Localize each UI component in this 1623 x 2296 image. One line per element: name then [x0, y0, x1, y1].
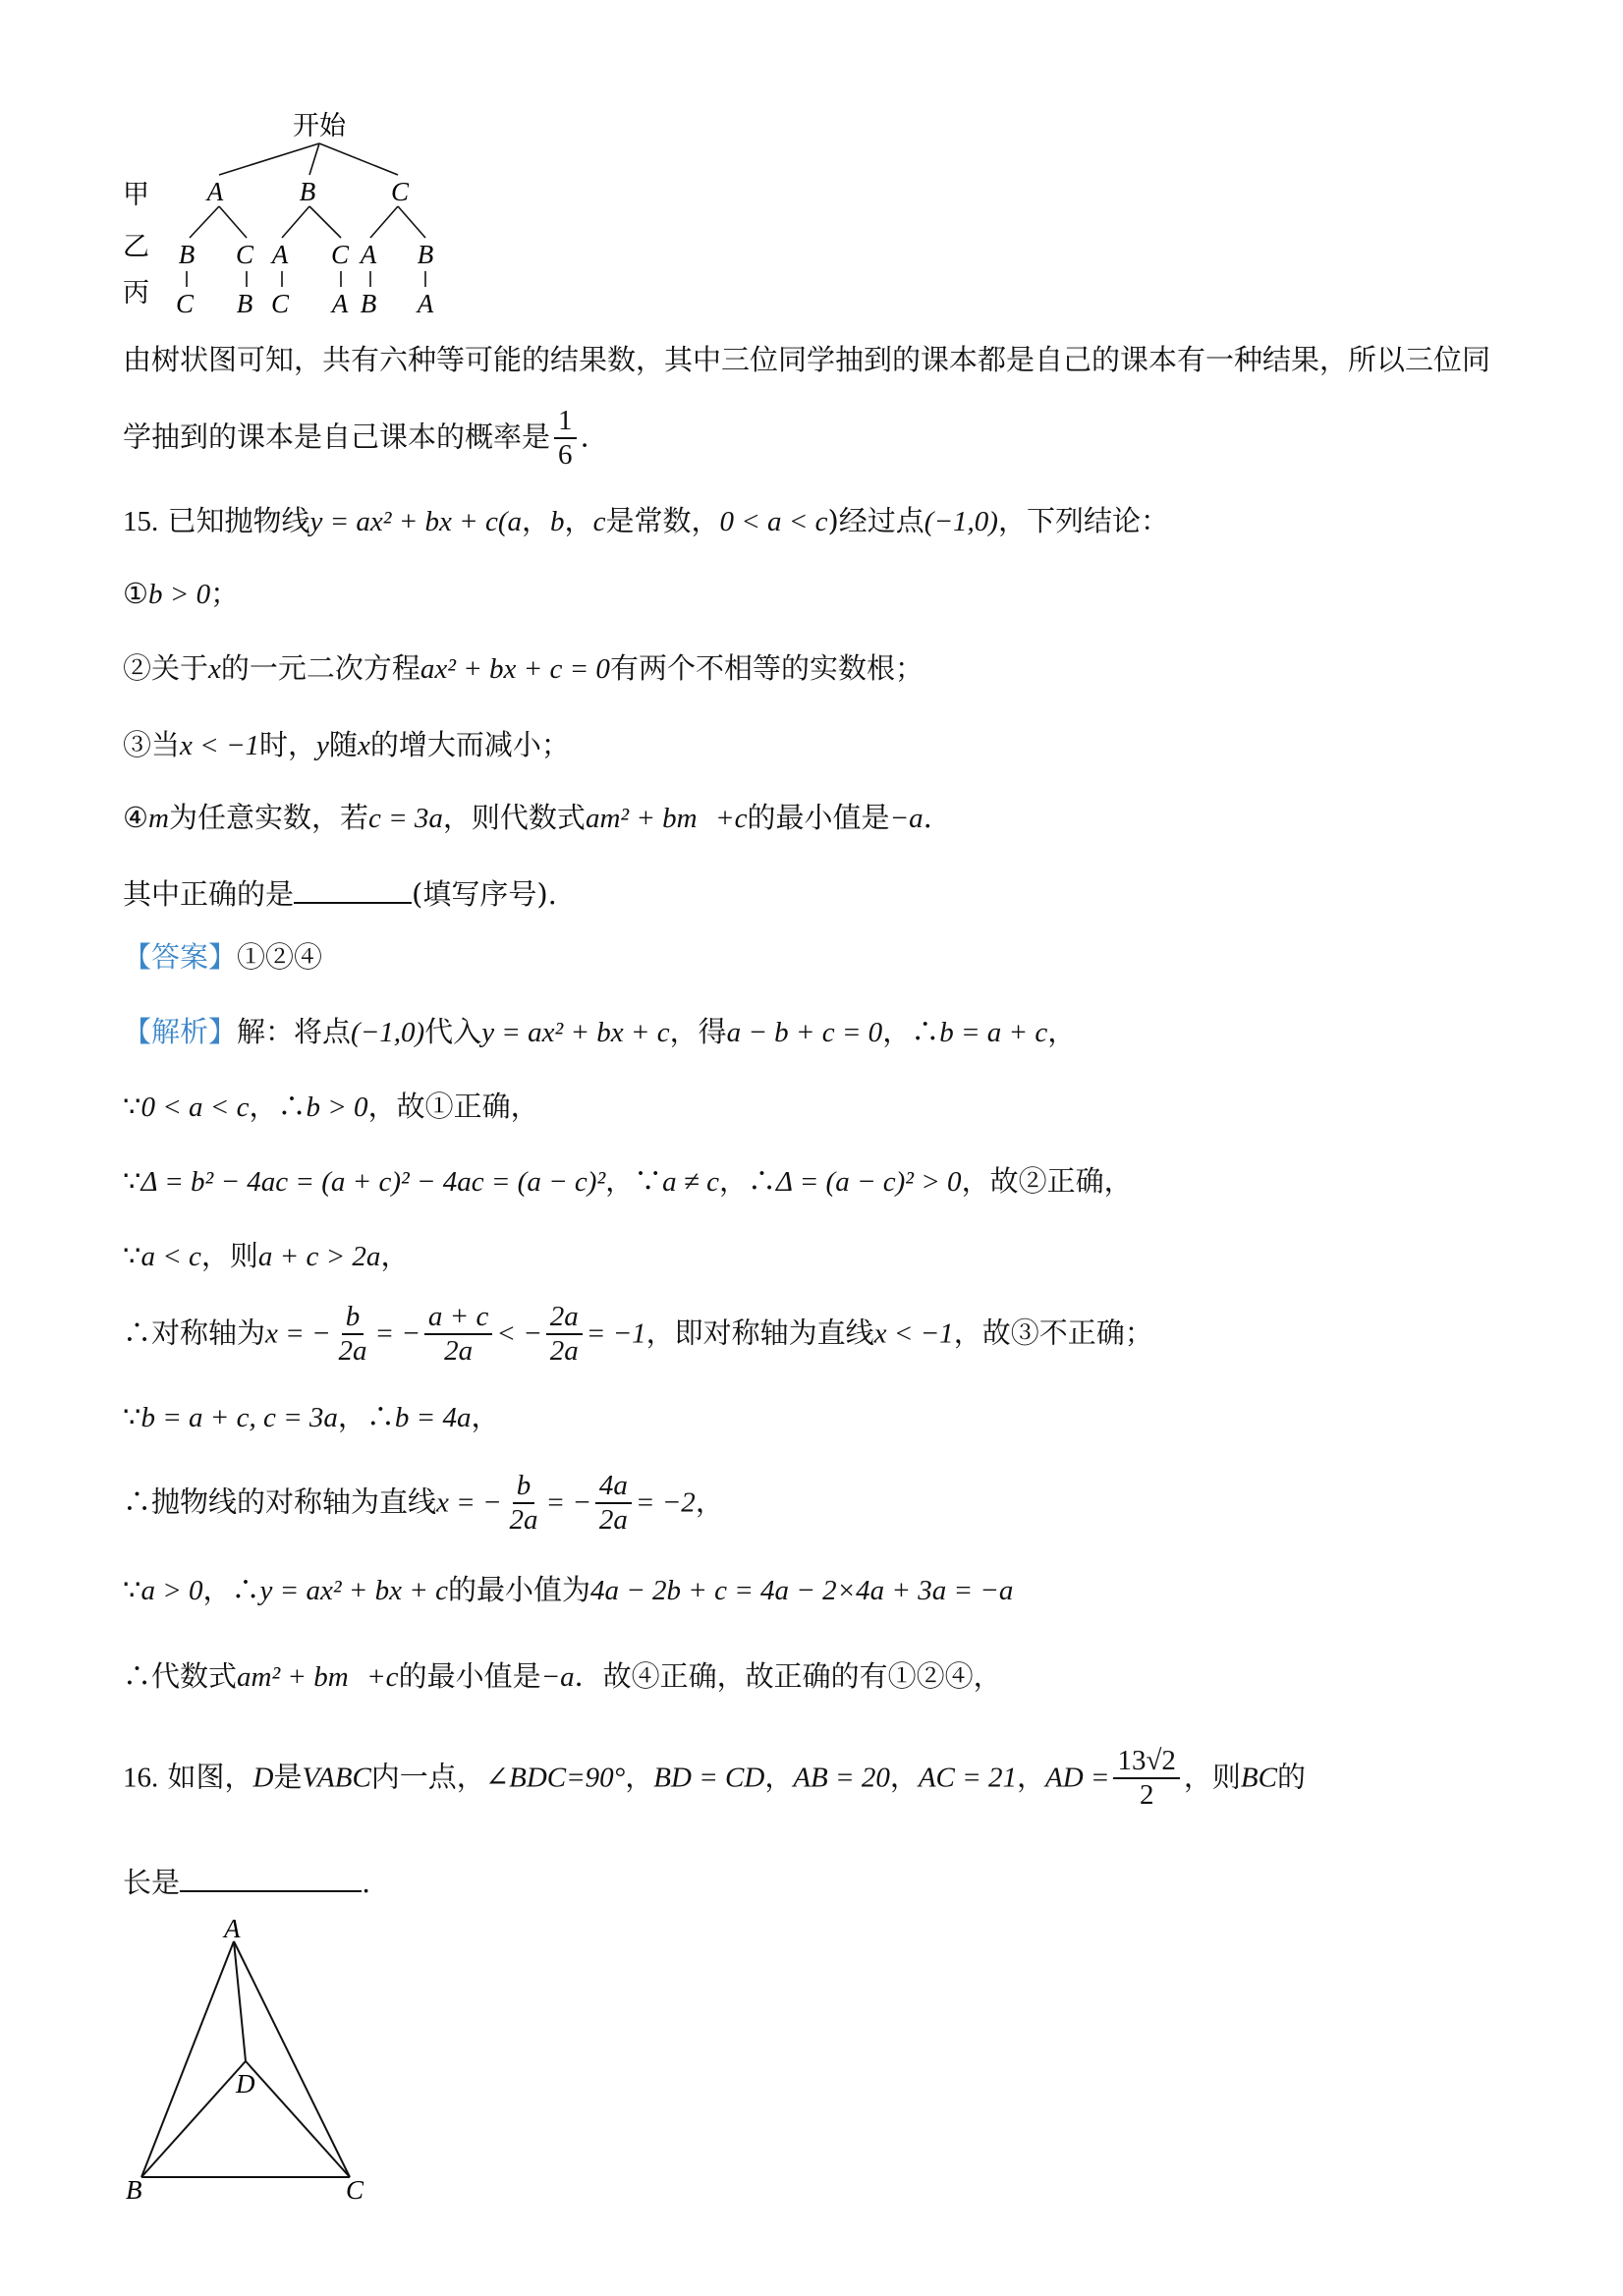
text: ，∴ — [718, 1164, 776, 1198]
text: ，即对称轴为直线 — [645, 1316, 874, 1350]
row-label-bing: 丙 — [123, 278, 149, 308]
question-number: 15. — [123, 506, 159, 537]
equation: a + c > 2a — [257, 1241, 381, 1272]
analysis-line-3 — [123, 1161, 1133, 1202]
text: ，故③不正确； — [953, 1316, 1153, 1350]
fraction — [1113, 1745, 1179, 1813]
tree-node: C — [330, 240, 350, 269]
text: ， — [764, 1760, 794, 1794]
text: ∵ — [123, 1164, 141, 1198]
equation: BD = CD — [653, 1762, 765, 1794]
condition: c = 3a — [367, 803, 443, 834]
equation: = − — [374, 1317, 420, 1350]
text: ， — [1047, 1015, 1077, 1048]
text: ，∴ — [337, 1400, 395, 1433]
tree-node: B — [178, 240, 196, 269]
tree-diagram — [113, 98, 467, 329]
analysis-line-6 — [123, 1397, 500, 1437]
text: 的增大而减小； — [369, 728, 570, 761]
text: ∴对称轴为 — [123, 1316, 266, 1350]
text: ， — [1016, 1760, 1045, 1794]
fraction — [506, 1470, 542, 1538]
text: 内一点， — [370, 1760, 485, 1794]
text: ， — [471, 1400, 500, 1433]
equation: = −2 — [635, 1486, 696, 1519]
vertex-C-label: C — [346, 2175, 364, 2201]
equation: y = ax² + bx + c(a — [309, 506, 523, 537]
text: ，故②正确， — [961, 1164, 1133, 1198]
probability-fraction — [554, 405, 577, 473]
condition: a ≠ c — [662, 1166, 719, 1198]
text: 解：将点 — [237, 1015, 352, 1048]
tree-node: B — [360, 289, 377, 318]
var: BC — [1240, 1762, 1277, 1794]
text: 长是 — [123, 1866, 181, 1899]
equation: Δ = b² − 4ac = (a + c)² − 4ac = (a − c)² — [140, 1166, 606, 1198]
text: ，∴ — [249, 1090, 307, 1123]
text: 是常数， — [605, 504, 720, 537]
triangle-figure — [118, 1916, 393, 2201]
text: ④ — [123, 801, 148, 834]
equation: = − — [545, 1486, 591, 1519]
analysis-tag: 【解析】 — [123, 1015, 238, 1048]
text: ， — [625, 1760, 654, 1794]
fraction — [595, 1470, 632, 1538]
value: −a — [540, 1661, 575, 1693]
text: ，则 — [1183, 1760, 1241, 1794]
text: 为任意实数，若 — [168, 801, 368, 834]
answer-tag: 【答案】 — [123, 940, 238, 974]
point: (−1,0) — [351, 1017, 425, 1048]
text: 时， — [259, 728, 317, 761]
p14-line2 — [123, 405, 589, 473]
statement-3 — [123, 725, 570, 765]
text: (填写序号). — [412, 877, 557, 911]
equation: ax² + bx + c = 0 — [420, 653, 610, 685]
equation: b = a + c — [939, 1017, 1048, 1048]
text: ∴代数式 — [123, 1659, 238, 1693]
text: ，得 — [669, 1015, 727, 1048]
equation: < − — [496, 1317, 542, 1350]
text: ，则代数式 — [442, 801, 586, 834]
vertex-B-label: B — [126, 2175, 142, 2201]
text: ∴抛物线的对称轴为直线 — [123, 1484, 437, 1519]
frac-den: 2 — [1139, 1779, 1154, 1812]
expr: am² + bm — [237, 1661, 349, 1693]
frac-den: 2a — [598, 1504, 628, 1537]
var: x — [208, 653, 221, 685]
tree-node: A — [417, 289, 434, 318]
text: ， — [380, 1239, 410, 1272]
answer-blank[interactable] — [294, 872, 412, 904]
expr: am² + bm — [585, 803, 698, 834]
expr: +c — [715, 803, 748, 834]
statement-4 — [123, 798, 932, 838]
text: ∵ — [123, 1239, 141, 1272]
analysis-line-8 — [123, 1570, 1013, 1610]
tree-node: A — [271, 240, 289, 269]
edge-CD — [246, 2061, 350, 2177]
expr: +c — [366, 1661, 399, 1693]
fraction — [335, 1301, 371, 1369]
text: 的最小值是 — [398, 1659, 541, 1693]
tree-node: C — [390, 177, 410, 206]
equation: b = 4a — [394, 1402, 472, 1433]
condition: 0 < a < c — [719, 506, 828, 537]
text: 已知抛物线 — [167, 504, 310, 537]
q16-line2 — [123, 1861, 370, 1902]
var: b — [550, 506, 565, 537]
frac-num: b — [513, 1470, 535, 1504]
equation: a − b + c = 0 — [726, 1017, 883, 1048]
analysis-line-4 — [123, 1236, 409, 1276]
text: 的一元二次方程 — [220, 651, 420, 685]
text: 随 — [328, 728, 358, 761]
frac-den: 2a — [549, 1335, 579, 1368]
tree-node: A — [360, 240, 377, 269]
equation: y = ax² + bx + c — [259, 1575, 448, 1606]
var: D — [252, 1762, 274, 1794]
text: ∵ — [123, 1573, 141, 1606]
condition: a < c — [140, 1241, 201, 1272]
equation: x = − — [436, 1486, 502, 1519]
equation: = −1 — [586, 1317, 646, 1350]
tree-node: B — [236, 289, 253, 318]
row-label-yi: 乙 — [123, 232, 149, 262]
answer-15 — [123, 937, 322, 977]
answer-text: ①②④ — [237, 940, 323, 974]
equation: AC = 21 — [918, 1762, 1017, 1794]
text: ，∵ — [605, 1164, 663, 1198]
edge-AB — [141, 1941, 234, 2177]
statement-2 — [123, 648, 923, 689]
text: 是 — [273, 1760, 303, 1794]
question-number: 16. — [123, 1762, 159, 1794]
text: ．故④正确，故正确的有①②④， — [574, 1659, 1002, 1693]
text: ②关于 — [123, 651, 209, 685]
frac-den: 6 — [558, 439, 573, 472]
frac-num: 4a — [595, 1470, 632, 1504]
answer-blank[interactable] — [180, 1861, 362, 1892]
point-D-label: D — [236, 2069, 255, 2099]
equation: y = ax² + bx + c — [481, 1017, 670, 1048]
q15-ask — [123, 872, 557, 914]
equation: AB = 20 — [793, 1762, 890, 1794]
text: . — [923, 801, 932, 834]
frac-num: b — [342, 1301, 364, 1335]
text: ，下列结论： — [997, 504, 1169, 537]
analysis-line-5 — [123, 1301, 1153, 1369]
statement-1 — [123, 574, 239, 614]
expr: b > 0 — [148, 579, 211, 610]
text: ∵ — [123, 1400, 141, 1433]
analysis-line-1 — [123, 1012, 1076, 1052]
text: ， — [522, 504, 551, 537]
frac-den: 2a — [338, 1335, 367, 1368]
equation: 4a − 2b + c = 4a − 2×4a + 3a = −a — [589, 1575, 1014, 1606]
tree-node: B — [417, 240, 434, 269]
tree-node: C — [270, 289, 290, 318]
frac-den: 2a — [444, 1335, 474, 1368]
var: m — [148, 803, 169, 834]
frac-num: 1 — [554, 405, 577, 439]
fraction — [424, 1301, 492, 1369]
p14-line1: 由树状图可知，共有六种等可能的结果数，其中三位同学抽到的课本都是自己的课本有一种结果，所以三位同 — [123, 343, 1491, 376]
tree-node: C — [235, 240, 254, 269]
text: . — [362, 1866, 371, 1899]
p14-text: 学抽到的课本是自己课本的概率是 — [123, 420, 551, 454]
analysis-line-7 — [123, 1470, 724, 1538]
equation: x = − — [265, 1317, 331, 1350]
vertex-A-label: A — [224, 1916, 241, 1943]
text: 代入 — [424, 1015, 482, 1048]
equation: AD = — [1045, 1762, 1110, 1794]
equation: Δ = (a − c)² > 0 — [775, 1166, 962, 1198]
text: 的 — [1276, 1760, 1306, 1794]
triangle-name: VABC — [302, 1762, 371, 1794]
tree-node: C — [175, 289, 195, 318]
tree-node: B — [299, 177, 316, 206]
equation: b = a + c, c = 3a — [140, 1402, 338, 1433]
edge-AC — [234, 1941, 350, 2177]
analysis-line-2 — [123, 1087, 539, 1127]
var: x — [357, 730, 370, 761]
text: ， — [695, 1484, 724, 1519]
period: . — [580, 420, 589, 454]
edge-BD — [141, 2061, 246, 2177]
text: ③当 — [123, 728, 181, 761]
text: 其中正确的是 — [123, 877, 295, 911]
frac-num: a + c — [424, 1301, 492, 1335]
text: )经过点 — [827, 504, 924, 537]
text: ，故①正确， — [367, 1090, 539, 1123]
text: ∵ — [123, 1090, 141, 1123]
tree-root: 开始 — [293, 111, 346, 141]
frac-num: 13√2 — [1113, 1745, 1179, 1779]
q16-line1 — [123, 1745, 1306, 1813]
point: (−1,0) — [923, 506, 998, 537]
frac-den: 2a — [509, 1504, 538, 1537]
var: c — [592, 506, 606, 537]
tree-node: A — [206, 177, 224, 206]
text: 的最小值是 — [747, 801, 890, 834]
text: ，∴ — [882, 1015, 940, 1048]
condition: x < −1 — [180, 730, 260, 761]
text: ， — [889, 1760, 919, 1794]
edge-AD — [234, 1941, 246, 2061]
text: ，则 — [200, 1239, 258, 1272]
q15-intro — [123, 501, 1169, 541]
frac-num: 2a — [546, 1301, 583, 1335]
value: −a — [889, 803, 923, 834]
condition: a > 0 — [140, 1575, 203, 1606]
text: ； — [210, 577, 240, 610]
condition: 0 < a < c — [140, 1092, 250, 1123]
equation: b > 0 — [306, 1092, 368, 1123]
text: ， — [564, 504, 593, 537]
text: ，∴ — [202, 1573, 260, 1606]
analysis-line-9 — [123, 1656, 1002, 1697]
condition: x < −1 — [873, 1317, 954, 1350]
text: 如图， — [167, 1760, 253, 1794]
text: 的最小值为 — [447, 1573, 590, 1606]
text: 有两个不相等的实数根； — [609, 651, 923, 685]
row-label-jia: 甲 — [123, 180, 149, 210]
fraction — [546, 1301, 583, 1369]
angle: ∠BDC=90° — [484, 1762, 626, 1794]
tree-node: A — [331, 289, 349, 318]
marker: ① — [123, 577, 148, 610]
var: y — [316, 730, 329, 761]
